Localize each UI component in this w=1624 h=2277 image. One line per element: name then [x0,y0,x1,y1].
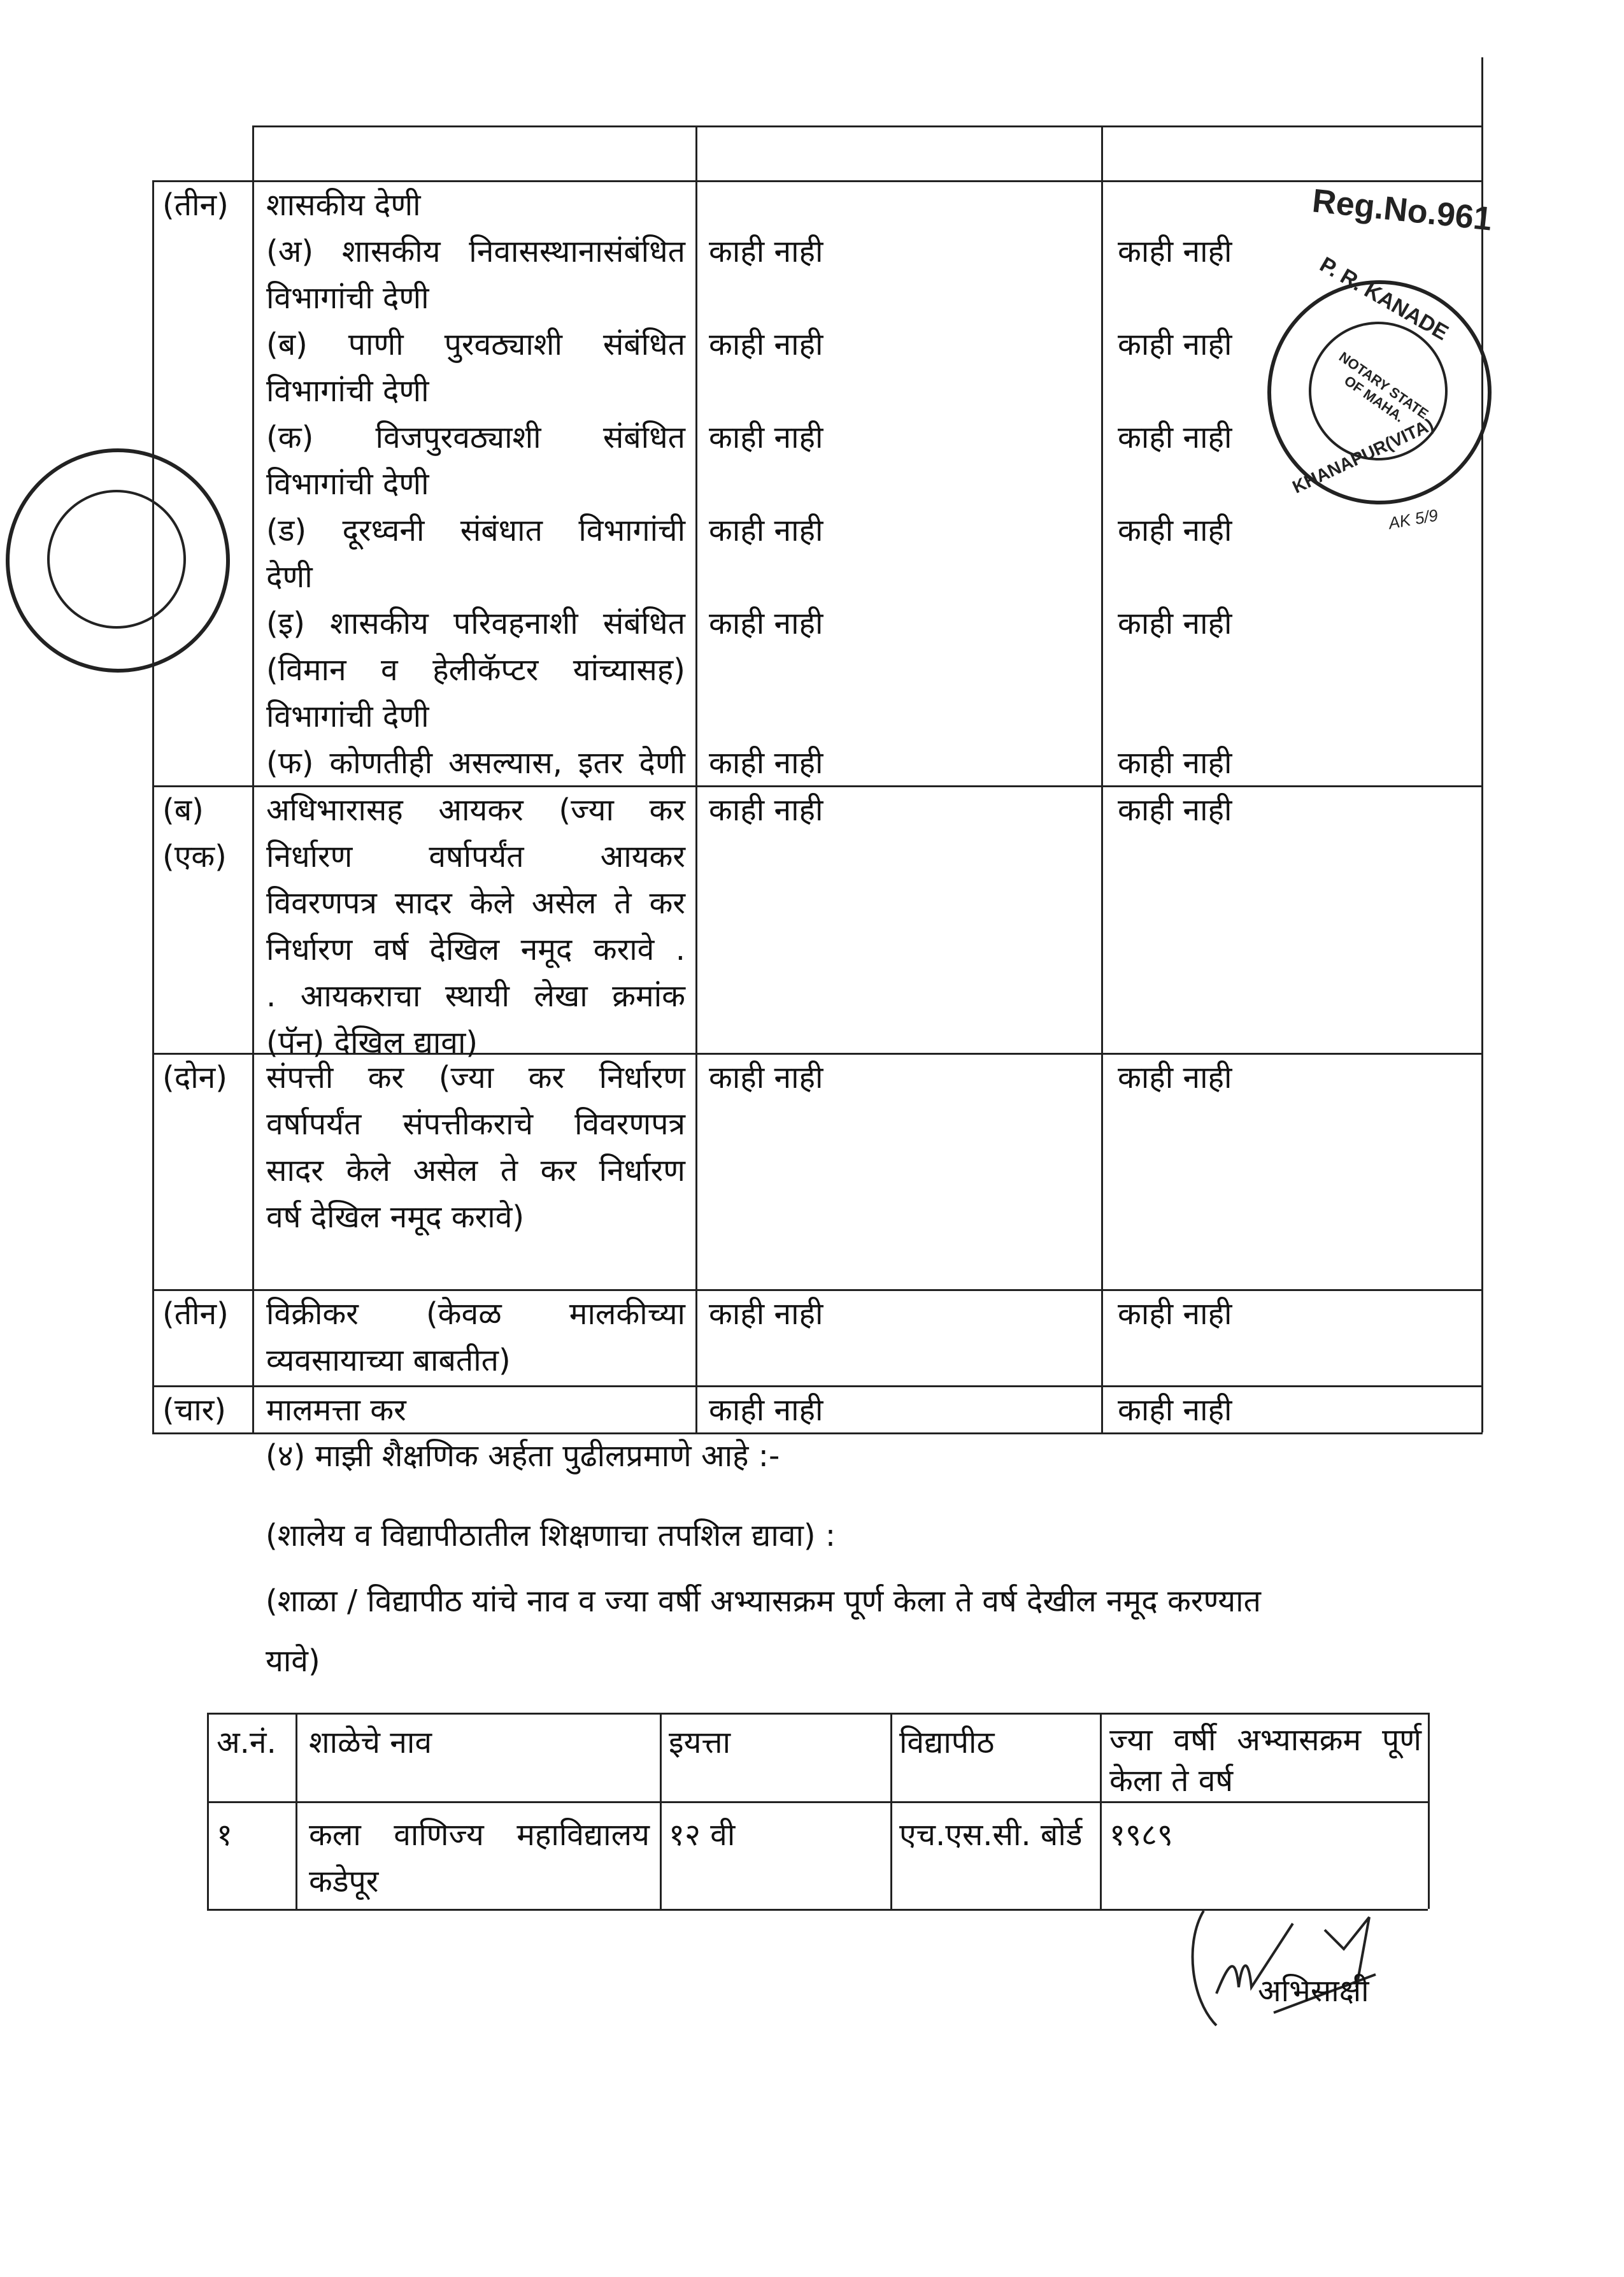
stamp-center-text: NOTARY STATE OF MAHA. [1336,348,1432,425]
table-border [695,125,697,1432]
value-self: काही नाही [709,745,823,781]
description-line: (इ) शासकीय परिवहनाशी संबंधित [266,606,685,641]
table-border [252,125,254,1432]
cell-school-name: कला वाणिज्य महाविद्यालय कडेपूर [309,1817,650,1899]
table-border [207,1713,209,1909]
description-line: विभागांची देणी [266,373,429,409]
stamp-name: P. R. KANADE [1315,252,1453,346]
value-dependent: काही नाही [1118,1060,1232,1096]
description-line: मालमत्ता कर [266,1392,406,1428]
education-note-1: (शालेय व विद्यापीठातील शिक्षणाचा तपशिल द्यावा) : [266,1518,836,1553]
value-self: काही नाही [709,792,823,828]
stamp-inner-ring [47,490,186,629]
education-note-2-line-1: (शाळा / विद्यापीठ यांचे नाव व ज्या वर्षी अभ्यासक्रम पूर्ण केला ते वर्ष देखील नमूद करण्यात [266,1583,1261,1619]
row-number: (तीन) [162,187,229,223]
education-heading: (४) माझी शैक्षणिक अर्हता पुढीलप्रमाणे आहे :- [266,1438,780,1474]
description-line: सादर केले असेल ते कर निर्धारण [266,1153,685,1188]
table-border [890,1713,892,1909]
table-border [207,1801,1428,1803]
description-line: (पॅन) देखिल द्यावा) [266,1025,478,1060]
value-self: काही नाही [709,420,823,455]
description-line: वर्ष देखिल नमूद करावे) [266,1199,525,1235]
value-self: काही नाही [709,234,823,269]
cell-university: एच.एस.सी. बोर्ड [899,1817,1083,1853]
value-self: काही नाही [709,1296,823,1332]
value-self: काही नाही [709,513,823,548]
table-border [152,180,154,1432]
description-line: विक्रीकर (केवळ मालकीच्या [266,1296,685,1332]
table-border [296,1713,297,1909]
description-line: शासकीय देणी [266,187,421,223]
header-completion-year: ज्या वर्षी अभ्यासक्रम पूर्ण केला ते वर्ष [1109,1722,1421,1799]
stamp-initials: AK 5/9 [1386,505,1439,533]
description-line: . आयकराचा स्थायी लेखा क्रमांक [266,978,685,1014]
description-line: विभागांची देणी [266,466,429,502]
value-dependent: काही नाही [1118,234,1232,269]
education-note-2-line-2: यावे) [266,1643,320,1679]
description-line: (अ) शासकीय निवासस्थानासंबंधित [266,234,685,269]
description-line: विवरणपत्र सादर केले असेल ते कर [266,885,685,921]
value-dependent: काही नाही [1118,792,1232,828]
signature-label: अभिसाक्षी [1258,1973,1369,2009]
header-school-name: शाळेचे नाव [309,1725,432,1760]
description-line: विभागांची देणी [266,699,429,734]
description-line: वर्षापर्यंत संपत्तीकराचे विवरणपत्र [266,1106,685,1142]
cell-completion-year: १९८९ [1109,1817,1173,1853]
description-line: (क) विजपुरवठ्याशी संबंधित [266,420,685,455]
value-dependent: काही नाही [1118,606,1232,641]
row-number: (चार) [162,1392,226,1428]
value-self: काही नाही [709,327,823,362]
table-border [207,1713,1428,1715]
cell-serial: १ [217,1817,232,1853]
notary-stamp-partial [89,436,229,684]
row-number: (ब) [162,792,204,828]
value-dependent: काही नाही [1118,513,1232,548]
description-line: देणी [266,559,313,595]
value-dependent: काही नाही [1118,1392,1232,1428]
row-number: (तीन) [162,1296,229,1332]
description-line: निर्धारण वर्ष देखिल नमूद करावे . [266,932,685,967]
table-border [1428,1713,1430,1909]
stamp-place: KHANAPUR(VITA) [1289,414,1437,497]
value-dependent: काही नाही [1118,745,1232,781]
description-line: (फ) कोणतीही असल्यास, इतर देणी [266,745,685,781]
value-dependent: काही नाही [1118,420,1232,455]
row-number: (एक) [162,839,227,874]
table-border [660,1713,662,1909]
header-serial: अ.नं. [217,1725,276,1760]
description-line: व्यवसायाच्या बाबतीत) [266,1343,511,1378]
table-border [1100,1713,1102,1909]
value-dependent: काही नाही [1118,327,1232,362]
table-border [1101,125,1103,1432]
description-line: विभागांची देणी [266,280,429,316]
table-border [1481,57,1483,1432]
table-border [252,125,1483,127]
description-line: (ब) पाणी पुरवठ्याशी संबंधित [266,327,685,362]
value-dependent: काही नाही [1118,1296,1232,1332]
description-line: अधिभारासह आयकर (ज्या कर [266,792,685,828]
description-line: निर्धारण वर्षापर्यंत आयकर [266,839,685,874]
value-self: काही नाही [709,606,823,641]
description-line: (ड) दूरध्वनी संबंधात विभागांची [266,513,685,548]
value-self: काही नाही [709,1060,823,1096]
header-university: विद्यापीठ [899,1725,995,1760]
reg-number: Reg.No.961 [1310,182,1494,238]
value-self: काही नाही [709,1392,823,1428]
cell-standard: १२ वी [669,1817,736,1853]
row-number: (दोन) [162,1060,228,1096]
description-line: (विमान व हेलीकॅप्टर यांच्यासह) [266,652,685,688]
description-line: संपत्ती कर (ज्या कर निर्धारण [266,1060,685,1096]
header-standard: इयत्ता [669,1725,731,1760]
